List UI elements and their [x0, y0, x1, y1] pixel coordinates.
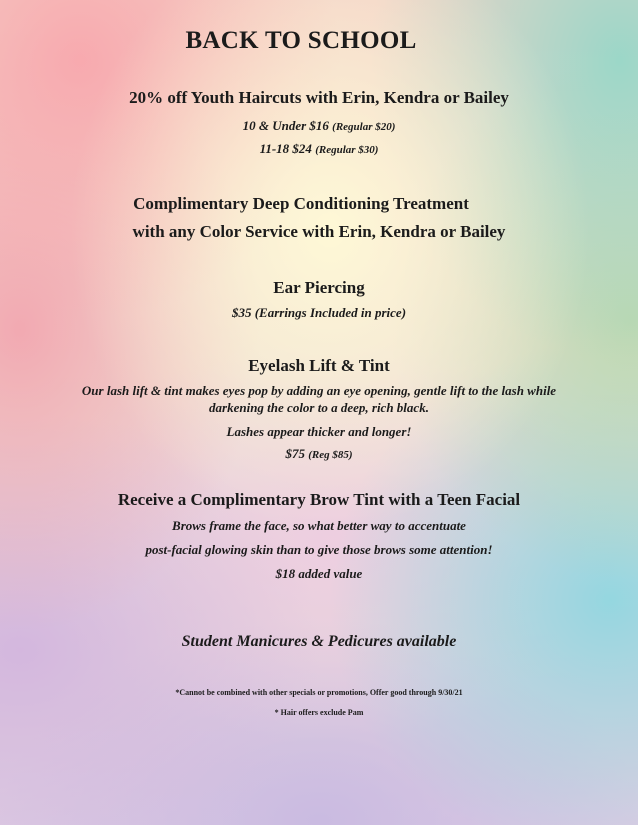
haircut-price-under-10-main: 10 & Under $16 [242, 118, 329, 133]
lash-price [0, 446, 638, 462]
ear-piercing-heading: Ear Piercing [273, 278, 365, 297]
lash-description-3: Lashes appear thicker and longer! [226, 424, 412, 439]
brow-heading: Receive a Complimentary Brow Tint with a Teen Facial [117, 490, 521, 509]
student-services: Student Manicures & Pedicures available [181, 633, 457, 650]
lash-description-1: Our lash lift & tint makes eyes pop by adding an eye opening, gentle lift to the lash while [81, 383, 557, 398]
ear-piercing-price: $35 (Earrings Included in price) [231, 305, 407, 320]
brow-description-1: Brows frame the face, so what better way to accentuate [172, 518, 466, 533]
haircut-heading: 20% off Youth Haircuts with Erin, Kendra or Bailey [129, 88, 509, 107]
haircut-price-11-18-main: 11-18 $24 [259, 141, 312, 156]
haircut-price-under-10 [0, 118, 638, 134]
brow-value: $18 added value [275, 566, 363, 581]
lash-price-main: $75 [285, 446, 305, 461]
page-title: BACK TO SCHOOL [185, 27, 417, 54]
brow-description-2: post-facial glowing skin than to give those brows some attention! [145, 542, 493, 557]
haircut-price-11-18-regular: (Regular $30) [315, 144, 379, 156]
conditioning-heading-line1: Complimentary Deep Conditioning Treatment [133, 194, 469, 213]
lash-heading: Eyelash Lift & Tint [248, 356, 390, 375]
lash-price-regular: (Reg $85) [308, 449, 353, 461]
footnote-promotions: *Cannot be combined with other specials or promotions, Offer good through 9/30/21 [175, 688, 463, 697]
haircut-price-11-18 [0, 141, 638, 157]
conditioning-heading-line2: with any Color Service with Erin, Kendra or Bailey [132, 222, 506, 241]
footnote-hair-offers: * Hair offers exclude Pam [274, 708, 364, 717]
lash-description-2: darkening the color to a deep, rich black. [209, 400, 429, 415]
haircut-price-under-10-regular: (Regular $20) [332, 121, 396, 133]
